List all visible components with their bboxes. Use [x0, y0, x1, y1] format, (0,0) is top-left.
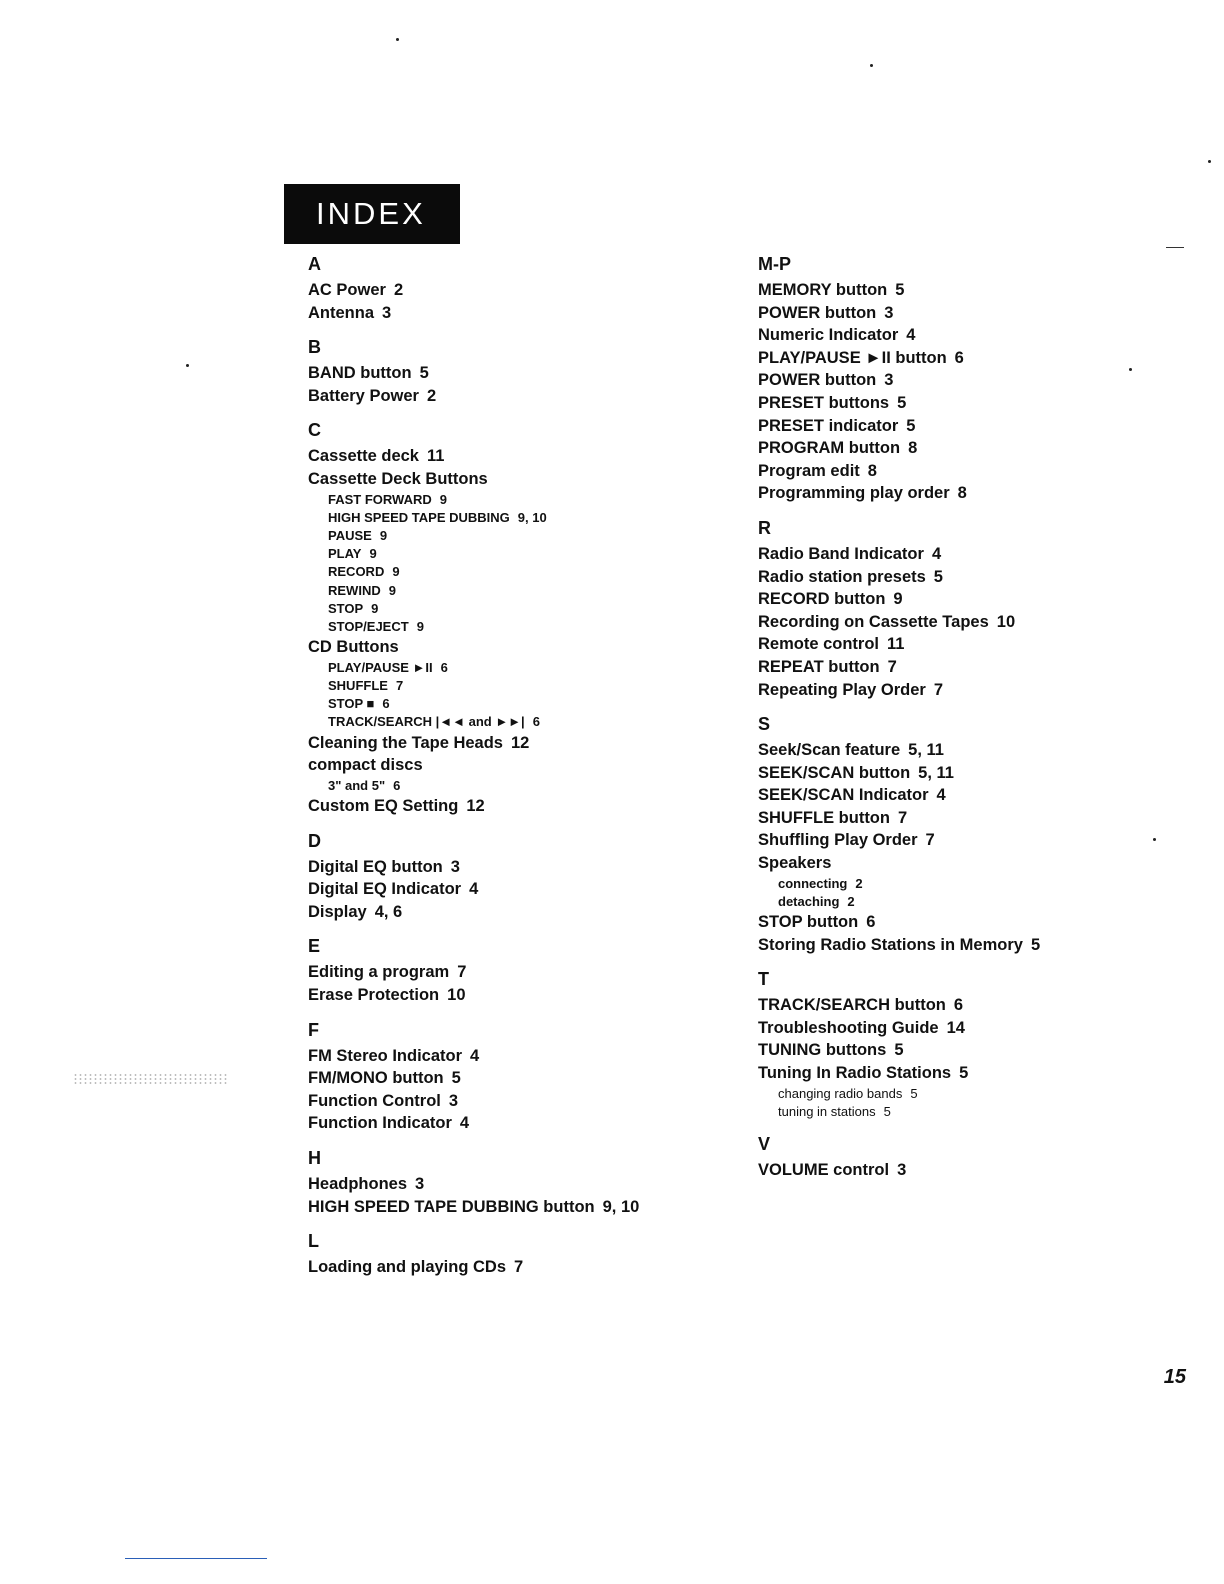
index-entry [308, 279, 708, 302]
index-subentry [308, 618, 708, 636]
page-title: INDEX [316, 196, 426, 231]
index-entry [308, 1256, 708, 1279]
entry-term: VOLUME control [758, 1161, 890, 1180]
entry-pages: 7 [457, 963, 467, 982]
entry-pages: 12 [466, 796, 485, 815]
entry-pages: 2 [426, 386, 437, 405]
entry-pages: 4 [470, 1046, 480, 1065]
subentry-pages: 6 [532, 714, 540, 730]
entry-pages: 8 [908, 439, 918, 458]
section-letter: R [758, 517, 771, 538]
subentry-pages: 9 [392, 564, 400, 580]
index-entry [758, 1017, 1198, 1040]
entry-pages: 4 [931, 544, 942, 563]
index-entry [308, 385, 708, 408]
entry-term: TRACK/SEARCH button [758, 996, 946, 1015]
subentry-term: FAST FORWARD [328, 491, 432, 507]
subentry-term: STOP ■ [328, 696, 375, 712]
index-entry [758, 1159, 1198, 1182]
entry-pages: 12 [511, 733, 530, 752]
entry-pages: 11 [887, 635, 905, 654]
index-subentry [308, 695, 708, 713]
subentry-pages: 6 [393, 777, 401, 793]
index-entry [308, 901, 708, 924]
entry-term: Battery Power [308, 386, 419, 405]
index-entry [758, 369, 1198, 392]
index-column-right [758, 253, 1198, 1182]
entry-term: Function Indicator [308, 1114, 452, 1133]
entry-term: HIGH SPEED TAPE DUBBING button [308, 1197, 595, 1216]
section-letter: S [758, 714, 771, 735]
section-letter: A [308, 254, 321, 274]
index-section [308, 830, 708, 924]
index-section [758, 968, 1198, 1121]
entry-term: CD Buttons [308, 638, 399, 657]
entry-pages: 5 [897, 393, 907, 412]
subentry-term: SHUFFLE [328, 677, 388, 693]
entry-term: Shuffling Play Order [758, 831, 918, 850]
index-subentry [308, 659, 708, 677]
subentry-pages: 9 [371, 600, 379, 616]
entry-term: Radio station presets [758, 567, 926, 586]
index-entry [758, 482, 1198, 505]
entry-pages: 9, 10 [602, 1197, 640, 1216]
index-section [308, 336, 708, 407]
index-entry [758, 762, 1198, 785]
entry-term: REPEAT button [758, 657, 880, 676]
entry-term: Repeating Play Order [758, 680, 926, 699]
index-entry [308, 754, 708, 777]
entry-term: Troubleshooting Guide [758, 1018, 939, 1037]
section-letter: F [308, 1019, 319, 1040]
section-letter: M-P [758, 254, 791, 274]
index-entry [758, 807, 1198, 830]
index-entry [758, 302, 1198, 325]
entry-term: PLAY/PAUSE ►II button [758, 348, 947, 367]
index-entry [308, 445, 708, 468]
entry-pages: 8 [867, 461, 877, 480]
index-subentry [758, 1085, 1198, 1103]
entry-term: RECORD button [758, 590, 886, 609]
index-entry [758, 279, 1198, 302]
entry-pages: 4 [469, 880, 479, 899]
index-subentry [308, 677, 708, 695]
index-section [308, 419, 708, 817]
index-banner [284, 184, 460, 244]
entry-term: Custom EQ Setting [308, 796, 459, 815]
entry-term: Erase Protection [308, 985, 440, 1004]
margin-dash [1166, 247, 1184, 248]
index-entry [758, 543, 1198, 566]
entry-term: Numeric Indicator [758, 326, 899, 345]
index-entry [758, 415, 1198, 438]
index-entry [758, 739, 1198, 762]
subentry-pages: 5 [910, 1085, 918, 1101]
entry-term: Radio Band Indicator [758, 544, 924, 563]
entry-term: SEEK/SCAN Indicator [758, 786, 929, 805]
subentry-term: connecting [778, 875, 848, 891]
entry-term: Tuning In Radio Stations [758, 1064, 952, 1083]
entry-pages: 4 [459, 1114, 470, 1133]
entry-pages: 3 [450, 857, 460, 876]
index-section [308, 935, 708, 1006]
subentry-term: STOP/EJECT [328, 618, 409, 634]
entry-pages: 10 [447, 985, 466, 1004]
index-entry [758, 324, 1198, 347]
subentry-pages: 9 [416, 618, 424, 634]
entry-term: BAND button [308, 364, 412, 383]
index-subentry [308, 713, 708, 731]
entry-pages: 3 [448, 1091, 459, 1110]
entry-pages: 11 [426, 447, 445, 466]
entry-pages: 14 [946, 1018, 965, 1037]
index-subentry [308, 600, 708, 618]
index-subentry [308, 491, 708, 509]
entry-term: Programming play order [758, 484, 950, 503]
index-section [758, 713, 1198, 956]
entry-term: STOP button [758, 913, 859, 932]
scan-speck [870, 64, 873, 67]
subentry-term: tuning in stations [778, 1103, 876, 1119]
entry-term: Speakers [758, 854, 832, 873]
index-entry [308, 468, 708, 491]
index-entry [758, 656, 1198, 679]
scan-speck [1129, 368, 1132, 371]
entry-pages: 5 [451, 1069, 461, 1088]
entry-pages: 5 [906, 416, 916, 435]
entry-term: Loading and playing CDs [308, 1258, 507, 1277]
entry-pages: 5 [419, 364, 429, 383]
index-entry [758, 460, 1198, 483]
index-entry [308, 1173, 708, 1196]
index-entry [758, 784, 1198, 807]
entry-term: Seek/Scan feature [758, 741, 901, 760]
entry-term: Display [308, 902, 367, 921]
index-subentry [308, 509, 708, 527]
entry-pages: 7 [887, 657, 897, 676]
entry-term: compact discs [308, 756, 423, 775]
entry-pages: 10 [996, 612, 1016, 631]
subentry-term: changing radio bands [778, 1085, 903, 1101]
scan-speck [1208, 160, 1211, 163]
scan-speck [396, 38, 399, 41]
entry-term: Storing Radio Stations in Memory [758, 935, 1023, 954]
subentry-pages: 7 [395, 677, 404, 693]
index-entry [758, 611, 1198, 634]
index-section [758, 253, 1198, 505]
bottom-rule [125, 1558, 267, 1559]
entry-term: SHUFFLE button [758, 808, 890, 827]
subentry-term: HIGH SPEED TAPE DUBBING [328, 509, 510, 525]
subentry-term: STOP [328, 600, 364, 616]
entry-term: Recording on Cassette Tapes [758, 612, 989, 631]
subentry-pages: 9 [439, 491, 447, 507]
subentry-term: 3" and 5" [328, 777, 386, 793]
index-entry [758, 852, 1198, 875]
entry-pages: 6 [866, 913, 876, 932]
subentry-pages: 6 [382, 696, 390, 712]
entry-term: POWER button [758, 371, 877, 390]
subentry-pages: 2 [847, 893, 855, 909]
index-entry [308, 878, 708, 901]
index-entry [308, 636, 708, 659]
index-entry [308, 732, 708, 755]
entry-pages: 3 [884, 371, 894, 390]
index-entry [758, 911, 1198, 934]
index-entry [308, 362, 708, 385]
subentry-pages: 9 [388, 582, 396, 598]
subentry-term: REWIND [328, 582, 381, 598]
entry-term: PRESET indicator [758, 416, 899, 435]
index-entry [758, 679, 1198, 702]
subentry-pages: 9, 10 [517, 509, 547, 525]
index-entry [308, 1090, 708, 1113]
entry-pages: 6 [953, 996, 964, 1015]
entry-term: TUNING buttons [758, 1041, 887, 1060]
index-entry [758, 566, 1198, 589]
index-subentry [758, 875, 1198, 893]
index-subentry [308, 777, 708, 795]
index-section [308, 1230, 708, 1279]
index-entry [758, 829, 1198, 852]
entry-pages: 6 [954, 348, 964, 367]
index-entry [308, 1067, 708, 1090]
index-subentry [758, 1103, 1198, 1121]
subentry-term: RECORD [328, 564, 385, 580]
index-entry [308, 302, 708, 325]
entry-pages: 5, 11 [918, 763, 954, 782]
entry-pages: 5, 11 [908, 741, 944, 760]
section-letter: E [308, 936, 321, 957]
entry-term: POWER button [758, 303, 877, 322]
section-letter: L [308, 1231, 319, 1252]
index-entry [758, 1062, 1198, 1085]
entry-term: Cassette Deck Buttons [308, 469, 488, 488]
index-entry [758, 633, 1198, 656]
entry-term: PROGRAM button [758, 439, 901, 458]
entry-term: FM Stereo Indicator [308, 1046, 463, 1065]
entry-term: Headphones [308, 1174, 408, 1193]
section-letter: B [308, 337, 321, 358]
index-entry [308, 1196, 708, 1219]
subentry-term: detaching [778, 893, 840, 909]
scan-speck [186, 364, 189, 367]
entry-pages: 9 [893, 590, 903, 609]
entry-pages: 3 [897, 1161, 907, 1180]
index-subentry [308, 527, 708, 545]
section-letter: H [308, 1147, 321, 1168]
subentry-pages: 6 [440, 659, 448, 675]
index-section [308, 1147, 708, 1218]
entry-pages: 4, 6 [374, 902, 403, 921]
index-entry [308, 961, 708, 984]
section-letter: T [758, 969, 769, 990]
entry-pages: 3 [415, 1174, 425, 1193]
index-entry [758, 437, 1198, 460]
entry-term: Remote control [758, 635, 880, 654]
entry-term: AC Power [308, 281, 386, 299]
subentry-term: TRACK/SEARCH |◄◄ and ►►| [328, 714, 525, 730]
index-entry [758, 994, 1198, 1017]
entry-pages: 7 [897, 808, 908, 827]
entry-term: FM/MONO button [308, 1069, 444, 1088]
index-subentry [758, 893, 1198, 911]
entry-term: SEEK/SCAN button [758, 763, 911, 782]
index-entry [308, 856, 708, 879]
index-section [758, 1133, 1198, 1182]
entry-pages: 3 [884, 303, 894, 322]
subentry-term: PAUSE [328, 527, 372, 543]
index-subentry [308, 563, 708, 581]
index-subentry [308, 545, 708, 563]
section-letter: C [308, 420, 321, 441]
index-entry [758, 934, 1198, 957]
entry-term: Cleaning the Tape Heads [308, 733, 503, 752]
entry-pages: 5 [1030, 935, 1041, 954]
entry-term: Digital EQ button [308, 857, 443, 876]
entry-pages: 4 [906, 326, 916, 345]
entry-pages: 8 [957, 484, 967, 503]
subentry-term: PLAY [328, 546, 362, 562]
scan-artifact [73, 1073, 229, 1085]
subentry-term: PLAY/PAUSE ►II [328, 659, 433, 675]
entry-term: Digital EQ Indicator [308, 880, 462, 899]
index-section [308, 253, 708, 324]
index-column-left [308, 253, 708, 1279]
section-letter: V [758, 1134, 771, 1155]
entry-pages: 7 [514, 1258, 524, 1277]
entry-pages: 7 [925, 831, 935, 850]
entry-pages: 5 [959, 1064, 969, 1083]
entry-pages: 4 [936, 786, 946, 805]
entry-term: PRESET buttons [758, 393, 890, 412]
scan-speck [1153, 838, 1156, 841]
index-section [308, 1019, 708, 1135]
index-entry [758, 347, 1198, 370]
subentry-pages: 9 [379, 527, 388, 543]
index-entry [308, 1112, 708, 1135]
index-entry [758, 588, 1198, 611]
index-subentry [308, 582, 708, 600]
index-entry [758, 1039, 1198, 1062]
entry-term: MEMORY button [758, 281, 888, 299]
index-section [758, 517, 1198, 701]
entry-pages: 5 [933, 567, 943, 586]
entry-pages: 5 [894, 1041, 904, 1060]
entry-term: Editing a program [308, 963, 450, 982]
page-number: 15 [1163, 1366, 1186, 1388]
subentry-pages: 5 [883, 1103, 891, 1119]
index-entry [308, 795, 708, 818]
entry-term: Function Control [308, 1091, 441, 1110]
subentry-pages: 2 [855, 875, 863, 891]
index-entry [308, 984, 708, 1007]
entry-term: Antenna [308, 303, 374, 322]
entry-term: Cassette deck [308, 447, 419, 466]
index-entry [308, 1045, 708, 1068]
entry-pages: 2 [393, 281, 404, 299]
entry-pages: 5 [895, 281, 905, 299]
entry-term: Program edit [758, 461, 860, 480]
entry-pages: 3 [382, 303, 392, 322]
entry-pages: 7 [933, 680, 943, 699]
section-letter: D [308, 830, 321, 851]
index-entry [758, 392, 1198, 415]
subentry-pages: 9 [369, 546, 377, 562]
